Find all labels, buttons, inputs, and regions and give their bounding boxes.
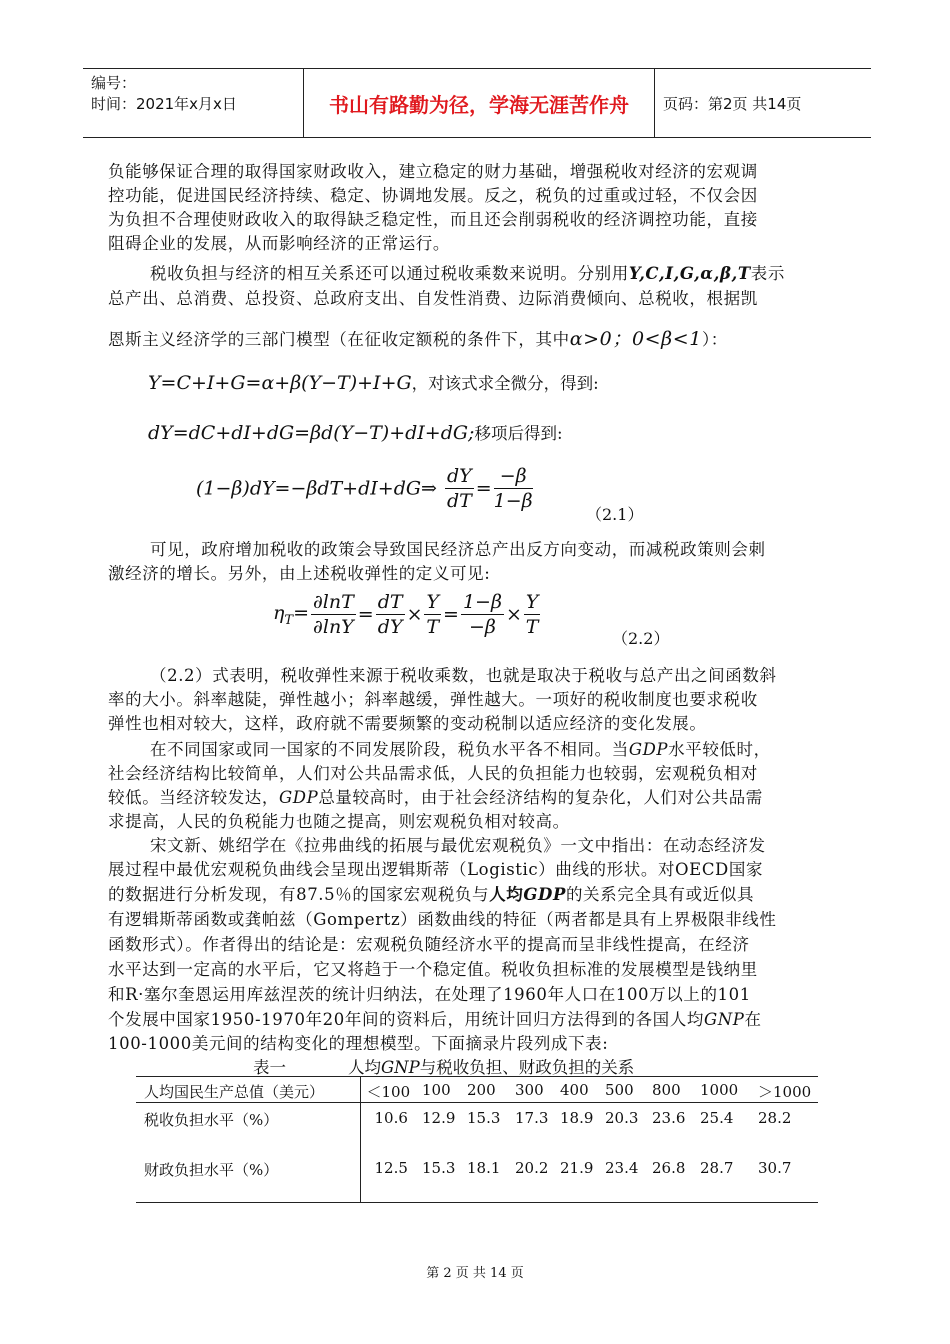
paragraph-line: 社会经济结构比较简单，人们对公共品需求低，人民的负担能力也较弱，宏观税负相对	[108, 764, 758, 783]
table-cell: 12.9	[422, 1109, 456, 1127]
paragraph-line: 总产出、总消费、总投资、总政府支出、自发性消费、边际消费倾向、总税收，根据凯	[108, 289, 758, 308]
table-cell: 17.3	[515, 1109, 549, 1127]
paragraph-line: 恩斯主义经济学的三部门模型（在征收定额税的条件下，其中α>0；0<β<1）：	[108, 328, 728, 350]
table-header-label: 人均国民生产总值（美元）	[136, 1077, 360, 1103]
table-column-header: 800	[652, 1081, 681, 1099]
table-row	[136, 1103, 818, 1153]
header-meta	[91, 73, 237, 115]
table-cell: 18.1	[467, 1158, 501, 1177]
equation-2: dY=dC+dI+dG=βd(Y−T)+dI+dG;移项后得到:	[148, 422, 563, 444]
table-cell: 30.7	[758, 1158, 792, 1177]
data-table	[136, 1076, 818, 1203]
paragraph-line: 函数形式）。作者得出的结论是：宏观税负随经济水平的提高而呈非线性提高，在经济	[108, 935, 750, 954]
table-cell: 26.8	[652, 1158, 686, 1177]
table-cell: 21.9	[560, 1158, 594, 1177]
page-footer: 第 2 页 共 14 页	[426, 1266, 524, 1281]
table-cell: 28.7	[700, 1158, 734, 1177]
table-header-row	[136, 1077, 818, 1103]
paragraph-line: 可见，政府增加税收的政策会导致国民经济总产出反方向变动，而减税政策则会刺	[150, 540, 766, 559]
paragraph-line: 求提高，人民的负税能力也随之提高，则宏观税负相对较高。	[108, 812, 570, 831]
table-cell: 20.3	[605, 1109, 639, 1127]
table-column-header: 100	[422, 1081, 451, 1099]
fraction: $\frac{dY}{dT}$	[446, 465, 472, 512]
table-cell: 18.9	[560, 1109, 594, 1127]
condition-math: α>0；0<β<1	[569, 328, 702, 350]
fraction: $\frac{\partial\ln T}{\partial\ln Y}$	[312, 591, 354, 638]
page-header	[83, 68, 871, 138]
table-column-header: 400	[560, 1081, 589, 1099]
fraction: $\frac{Y}{T}$	[426, 591, 440, 638]
equation-number: （2.1）	[586, 505, 644, 524]
table-row	[136, 1153, 818, 1203]
header-page-info: 页码：第2页 共14页	[663, 95, 802, 113]
table-cell: 15.3	[467, 1109, 501, 1127]
table-cell: 28.2	[758, 1109, 792, 1127]
fraction: $\frac{dT}{dY}$	[377, 591, 403, 638]
paragraph-line: 的数据进行分析发现，有87.5％的国家宏观税负与人均GDP的关系完全具有或近似具	[108, 885, 755, 904]
table-row-label: 税收负担水平（%）	[136, 1103, 360, 1153]
table-row-label: 财政负担水平（%）	[136, 1153, 360, 1203]
paragraph-line: 弹性也相对较大，这样，政府就不需要频繁的变动税制以适应经济的变化发展。	[108, 714, 707, 733]
table-column-header: 200	[467, 1081, 496, 1099]
table-column-header: ＞1000	[758, 1083, 812, 1101]
table-cell: 12.5	[374, 1158, 408, 1177]
table-cell: 20.2	[515, 1158, 549, 1177]
date-label: 时间：2021年x月x日	[91, 95, 237, 113]
paragraph-line: 水平达到一定高的水平后，它又将趋于一个稳定值。税收负担标准的发展模型是钱纳里	[108, 960, 758, 979]
fraction: $\frac{Y}{T}$	[525, 591, 539, 638]
paragraph-line: 展过程中最优宏观税负曲线会呈现出逻辑斯蒂（Logistic）曲线的形状。对OECD国家	[108, 860, 764, 879]
paragraph-line: 较低。当经济较发达，GDP总量较高时，由于社会经济结构的复杂化，人们对公共品需	[108, 788, 763, 807]
paragraph-line: 和R·塞尔奎恩运用库兹涅茨的统计归纳法，在处理了1960年人口在100万以上的101	[108, 985, 751, 1004]
equation-1: Y=C+I+G=α+β(Y−T)+I+G，对该式求全微分，得到:	[148, 372, 599, 394]
table-cell: 10.6	[374, 1109, 408, 1127]
paragraph-line: 宋文新、姚绍学在《拉弗曲线的拓展与最优宏观税负》一文中指出：在动态经济发	[150, 836, 766, 855]
paragraph-line: （2.2）式表明，税收弹性来源于税收乘数，也就是取决于税收与总产出之间函数斜	[150, 666, 777, 685]
table-column-header: 300	[515, 1081, 544, 1099]
fraction: $\frac{-\beta}{1-\beta}$	[493, 465, 533, 512]
equation-number: （2.2）	[612, 629, 670, 648]
table-cell: 23.6	[652, 1109, 686, 1127]
header-motto: 书山有路勤为径，学海无涯苦作舟	[303, 69, 655, 137]
table-column-header: ＜100	[366, 1083, 411, 1101]
serial-label: 编号：	[91, 74, 137, 92]
paragraph-line: 阻碍企业的发展，从而影响经济的正常运行。	[108, 234, 450, 253]
paragraph-line: 控功能，促进国民经济持续、稳定、协调地发展。反之，税负的过重或过轻，不仅会因	[108, 186, 758, 205]
table-cell: 23.4	[605, 1158, 639, 1177]
paragraph-line: 在不同国家或同一国家的不同发展阶段，税负水平各不相同。当GDP水平较低时，	[150, 740, 771, 759]
table-cell: 15.3	[422, 1158, 456, 1177]
table-cell: 25.4	[700, 1109, 734, 1127]
paragraph-line: 100-1000美元间的结构变化的理想模型。下面摘录片段列成下表:	[108, 1034, 609, 1053]
paragraph-line: 税收负担与经济的相互关系还可以通过税收乘数来说明。分别用Y,C,I,G,α,β,T表示	[150, 264, 785, 283]
paragraph-line: 负能够保证合理的取得国家财政收入，建立稳定的财力基础，增强税收对经济的宏观调	[108, 162, 758, 181]
equation-3: (1−β)dY=−βdT+dI+dG⇒ $\frac{dY}{dT}$ = $\frac{-\beta}{1-\beta}$	[196, 465, 533, 512]
paragraph-line: 有逻辑斯蒂函数或龚帕兹（Gompertz）函数曲线的特征（两者都是具有上界极限非线性	[108, 910, 777, 929]
table-caption: 表一 人均GNP与税收负担、财政负担的关系	[253, 1058, 635, 1077]
equation-4: $\eta_T=$ $\frac{\partial\ln T}{\partial\ln Y}$ = $\frac{dT}{dY}$ × $\frac{Y}{T}$ = $\frac{1-\beta}{-\beta}$ × $\frac{Y}{T}$	[273, 591, 539, 638]
paragraph-line: 为负担不合理使财政收入的取得缺乏稳定性，而且还会削弱税收的经济调控功能，直接	[108, 210, 758, 229]
paragraph-line: 激经济的增长。另外，由上述税收弹性的定义可见:	[108, 564, 491, 583]
variable-list: Y,C,I,G,α,β,T	[628, 264, 751, 283]
table-column-header: 500	[605, 1081, 634, 1099]
paragraph-line: 率的大小。斜率越陡，弹性越小；斜率越缓，弹性越大。一项好的税收制度也要求税收	[108, 690, 758, 709]
paragraph-line: 个发展中国家1950-1970年20年间的资料后，用统计回归方法得到的各国人均GNP在	[108, 1010, 762, 1029]
fraction: $\frac{1-\beta}{-\beta}$	[462, 591, 502, 638]
table-column-header: 1000	[700, 1081, 739, 1099]
